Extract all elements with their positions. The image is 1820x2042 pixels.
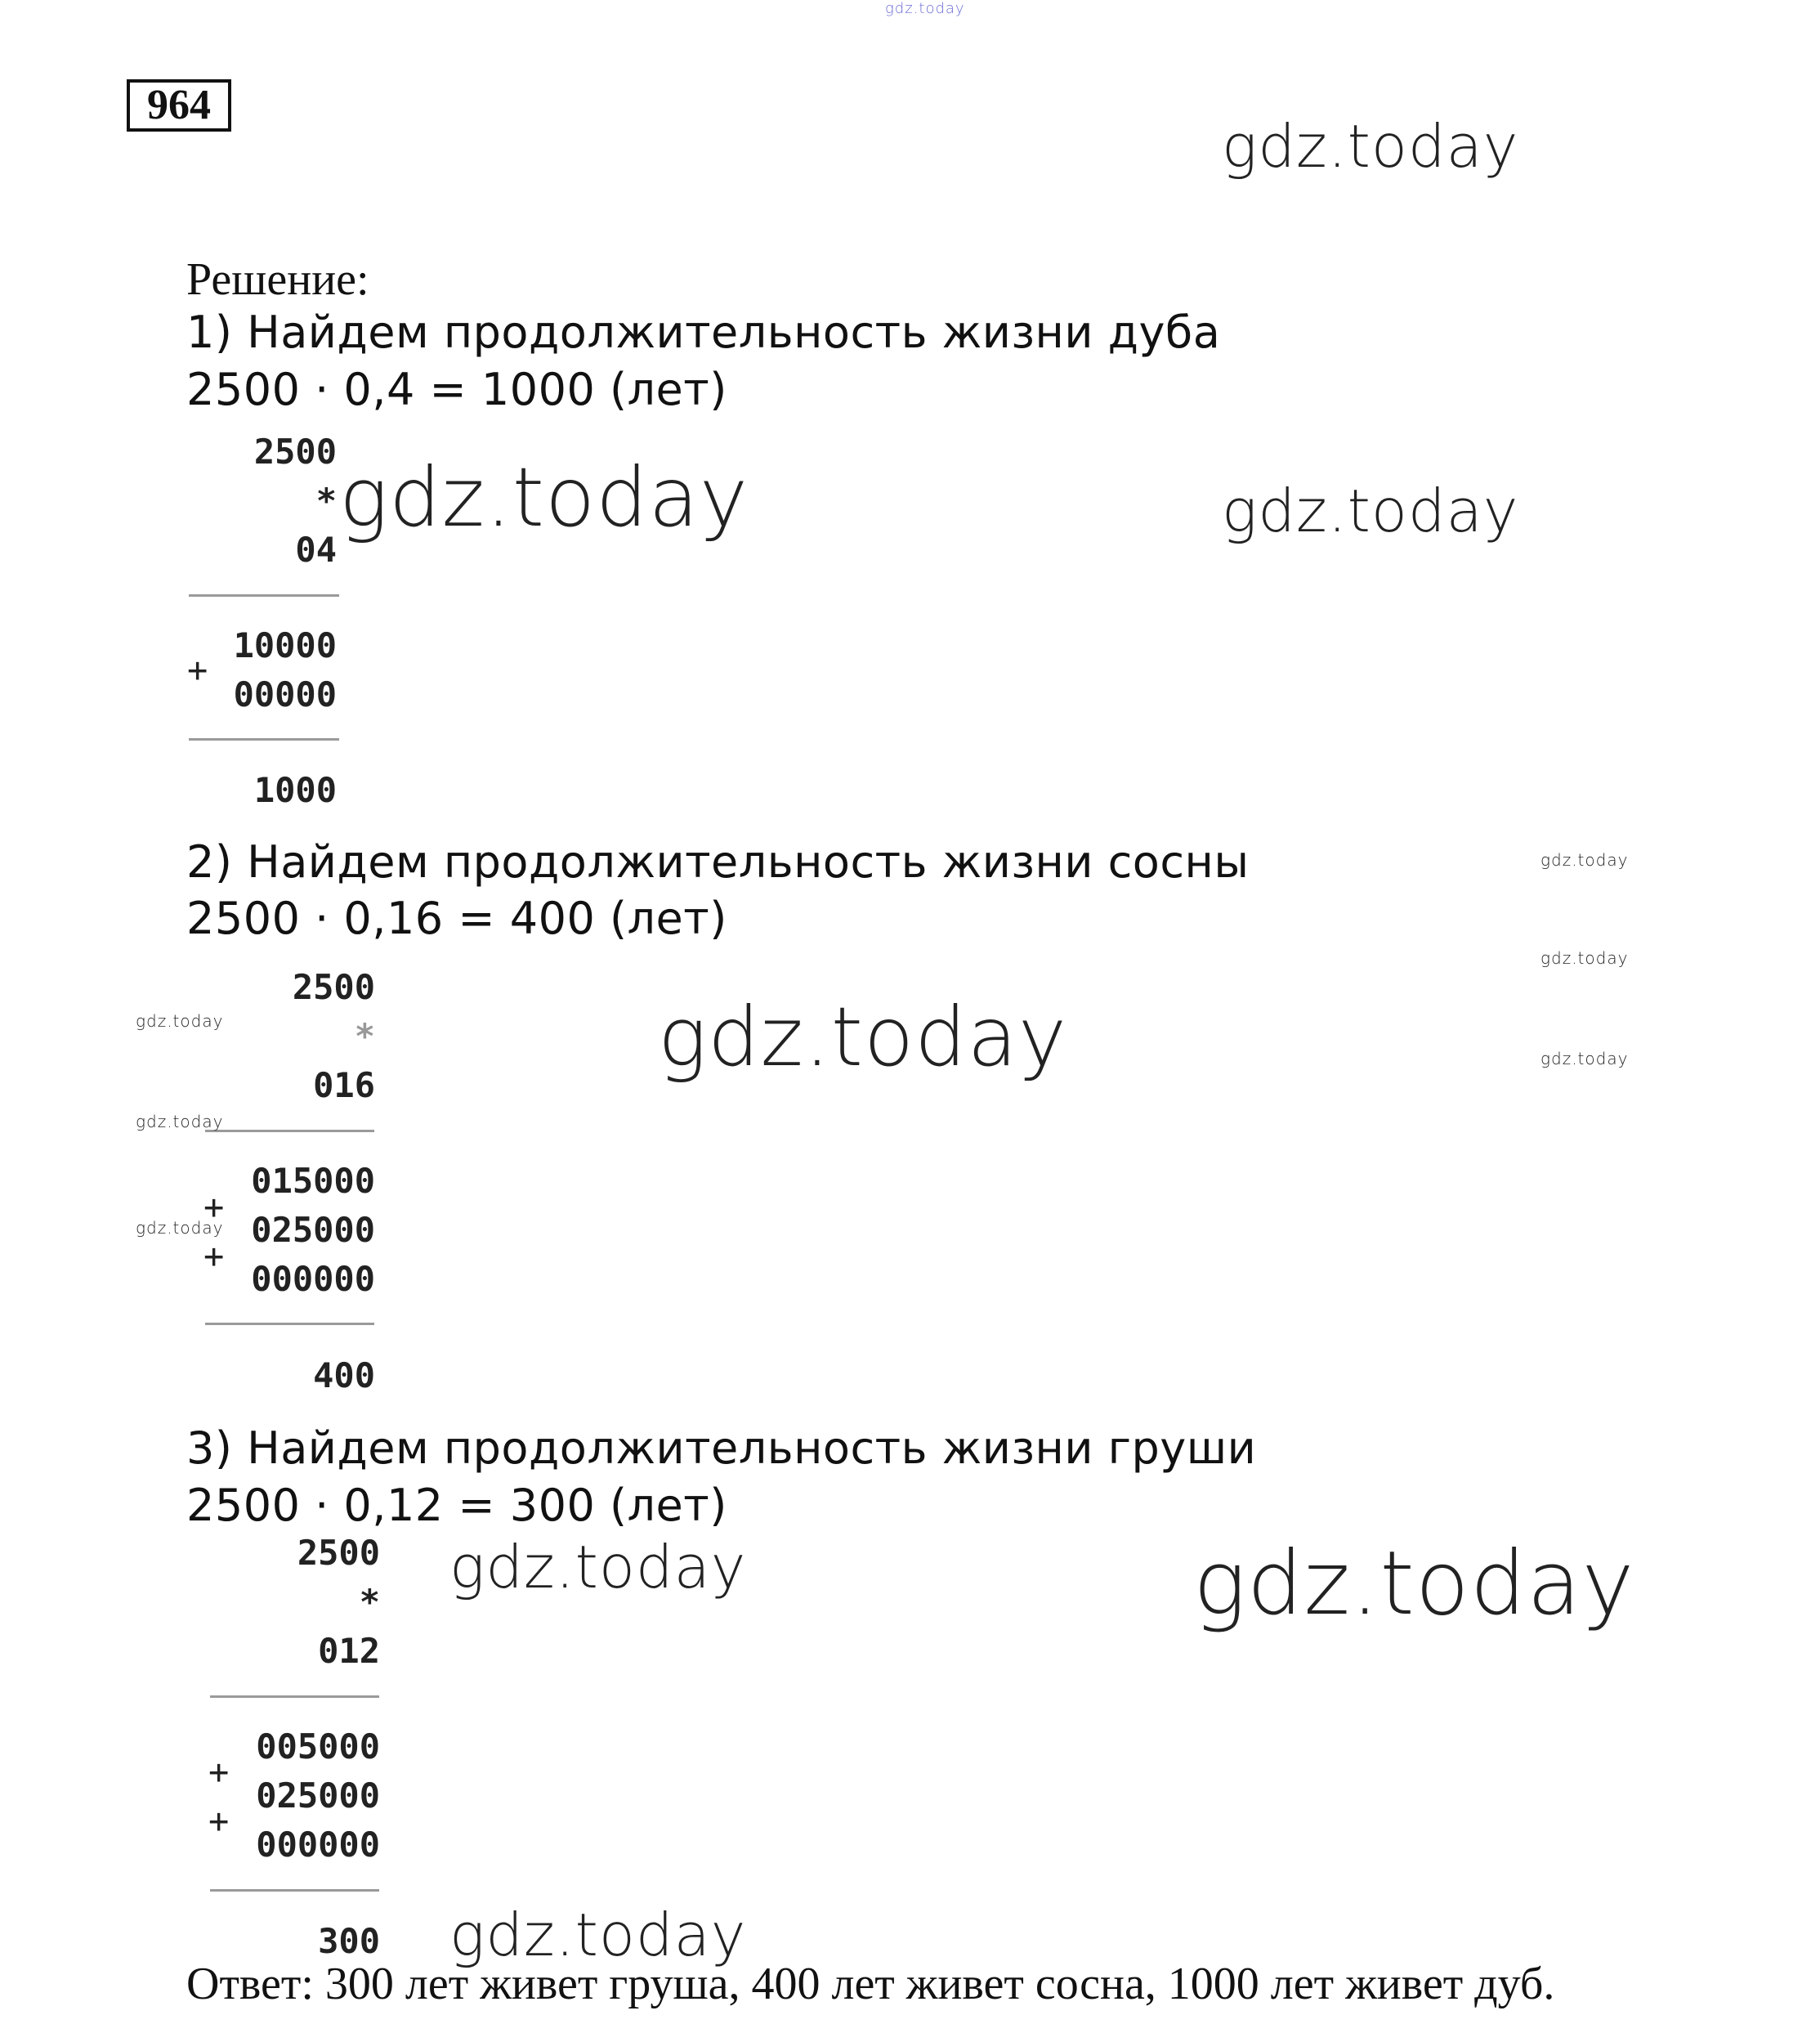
problem-number: 964 [127, 79, 231, 132]
step-2-operator: * [354, 1016, 375, 1056]
watermark: gdz.today [1222, 477, 1519, 545]
step-1-multiplicand: 2500 [253, 432, 337, 472]
step-2-plus-2: + [203, 1236, 225, 1276]
step-3-multiplicand: 2500 [297, 1533, 380, 1573]
step-2-plus-1: + [203, 1187, 225, 1227]
step-2-multiplicand: 2500 [292, 967, 375, 1007]
step-1-operator: * [315, 481, 337, 521]
step-1-title: 1) Найдем продолжительность жизни дуба [186, 307, 1221, 358]
step-2-rule-bottom [205, 1323, 374, 1325]
step-1-partial-1: 10000 [233, 625, 337, 665]
step-2-partial-3: 000000 [251, 1259, 375, 1299]
watermark: gdz.today [1193, 1533, 1635, 1635]
step-3-multiplier: 012 [318, 1631, 380, 1671]
step-3-rule-top [210, 1695, 379, 1698]
step-1-partial-2: 00000 [233, 674, 337, 714]
watermark: gdz.today [136, 1112, 224, 1131]
step-3-partial-2: 025000 [256, 1776, 380, 1816]
watermark: gdz.today [449, 1901, 747, 1969]
step-2-formula: 2500 · 0,16 = 400 (лет) [186, 893, 727, 944]
step-1-formula: 2500 · 0,4 = 1000 (лет) [186, 364, 727, 415]
watermark-top: gdz.today [885, 0, 965, 17]
watermark: gdz.today [136, 1218, 224, 1238]
step-3-result: 300 [318, 1921, 380, 1961]
step-2-multiplier: 016 [313, 1065, 375, 1105]
step-1-multiplier: 04 [295, 530, 337, 570]
step-2-partial-2: 025000 [251, 1210, 375, 1250]
step-3-title: 3) Найдем продолжительность жизни груши [186, 1422, 1257, 1474]
step-3-partial-1: 005000 [256, 1726, 380, 1767]
step-1-result: 1000 [253, 770, 337, 810]
watermark: gdz.today [1222, 112, 1519, 181]
watermark: gdz.today [1541, 948, 1629, 968]
step-3-rule-bottom [210, 1889, 379, 1892]
watermark: gdz.today [136, 1011, 224, 1031]
step-2-rule-top [205, 1130, 374, 1132]
step-3-plus-2: + [208, 1801, 230, 1841]
step-3-plus-1: + [208, 1752, 230, 1792]
step-2-result: 400 [313, 1355, 375, 1395]
step-2-title: 2) Найдем продолжительность жизни сосны [186, 836, 1250, 888]
step-1-rule-top [189, 594, 339, 597]
answer-text: Ответ: 300 лет живет груша, 400 лет живет сосна, 1000 лет живет дуб. [186, 1959, 1555, 2009]
watermark: gdz.today [1541, 1049, 1629, 1068]
step-1-plus-1: + [187, 650, 208, 690]
watermark: gdz.today [449, 1533, 747, 1601]
watermark: gdz.today [339, 450, 749, 545]
step-2-partial-1: 015000 [251, 1161, 375, 1201]
step-3-partial-3: 000000 [256, 1825, 380, 1865]
watermark: gdz.today [658, 989, 1068, 1085]
step-3-formula: 2500 · 0,12 = 300 (лет) [186, 1480, 727, 1531]
step-1-rule-bottom [189, 738, 339, 741]
watermark: gdz.today [1541, 850, 1629, 870]
step-3-operator: * [359, 1582, 380, 1622]
solution-label: Решение: [186, 254, 369, 305]
